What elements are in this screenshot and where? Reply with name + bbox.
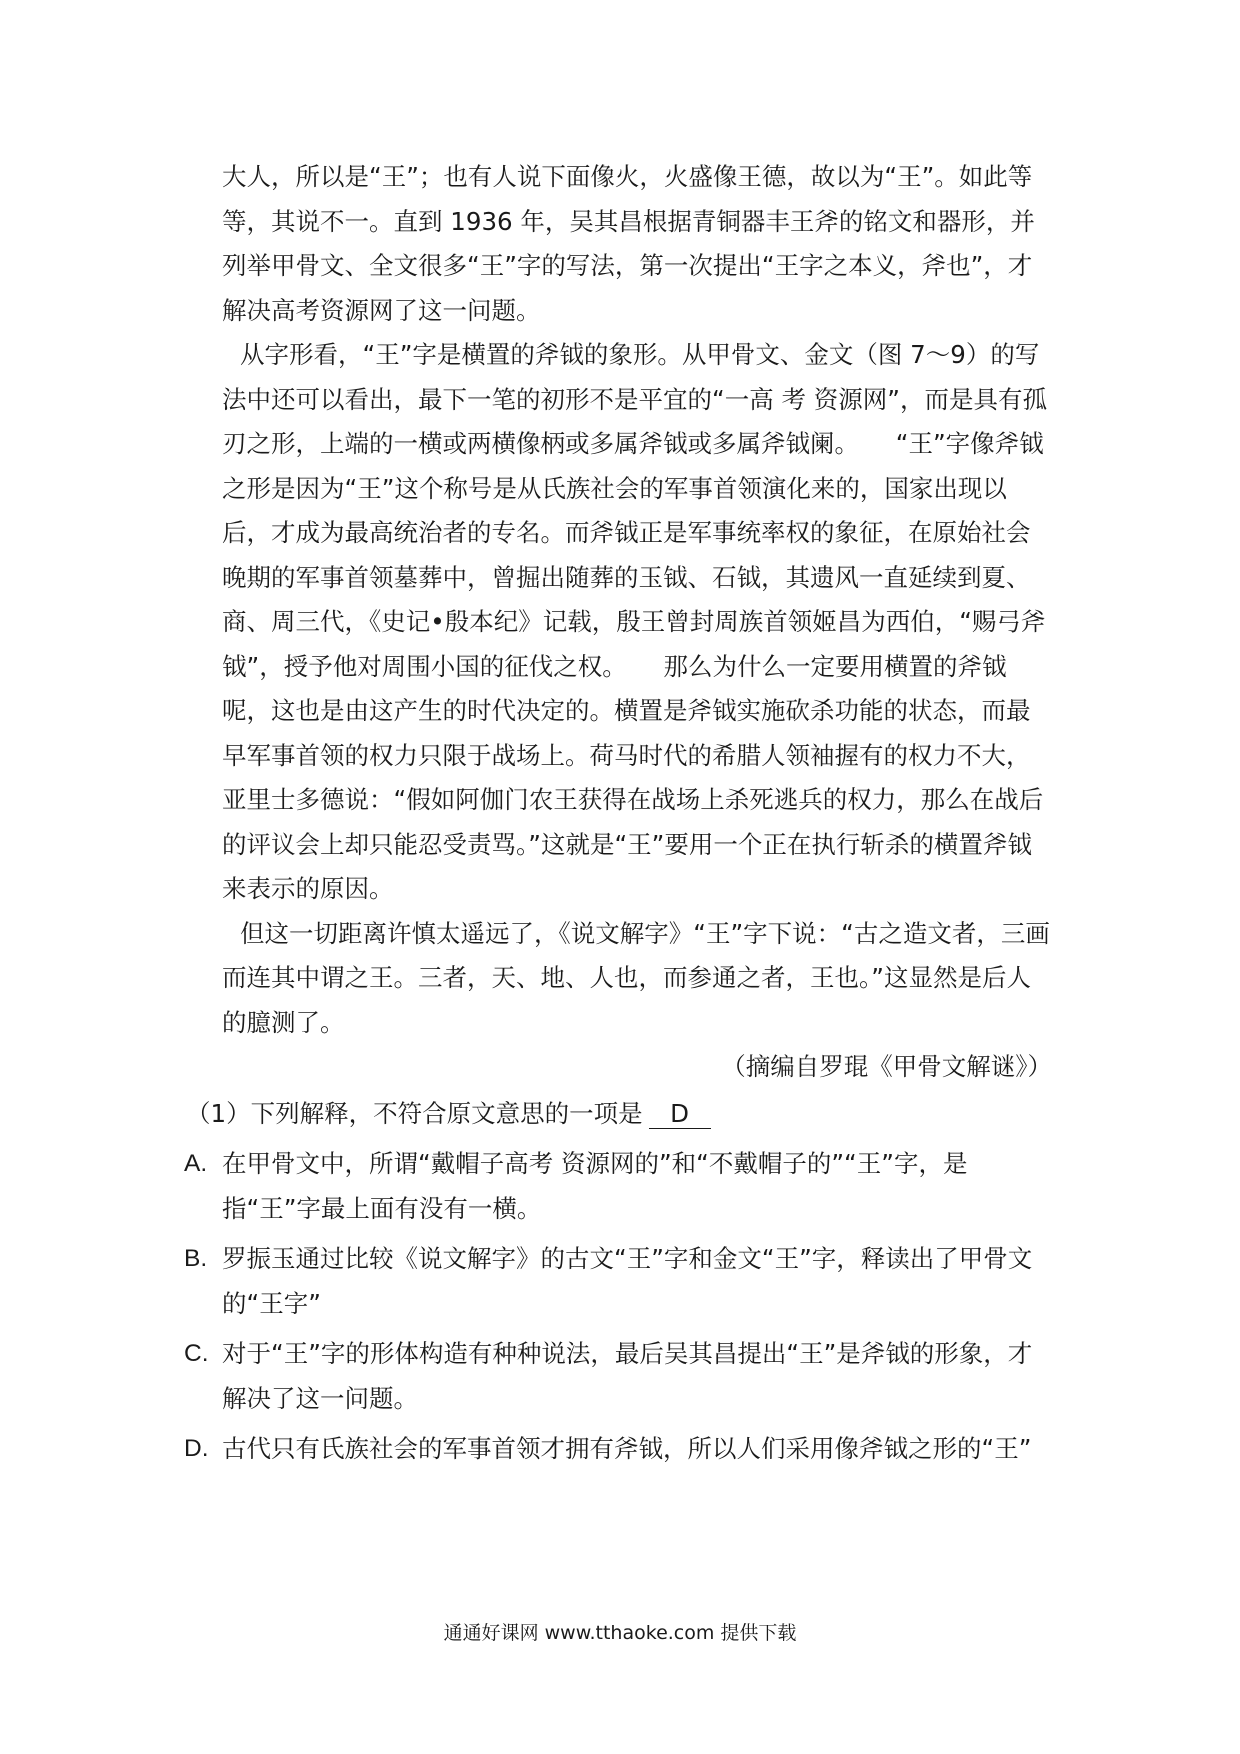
question-prompt: （1）下列解释，不符合原文意思的一项是	[186, 1098, 643, 1128]
source-citation: （摘编自罗琨《甲骨文解谜》）	[721, 1052, 1052, 1081]
answer-blank: D	[649, 1100, 711, 1129]
option-b	[184, 1237, 1052, 1326]
option-letter: A.	[184, 1150, 208, 1177]
option-text: 在甲骨文中，所谓“戴帽子高考 资源网的”和“不戴帽子的”“王”字，是指“王”字最上面有没有一横。	[222, 1149, 968, 1223]
paragraph-2: 从字形看，“王”字是横置的斧钺的象形。从甲骨文、金文（图 7～9）的写法中还可以看出，最下一笔的初形不是平宜的“一高 考 资源网”，而是具有孤刃之形，上端的一横或两横像柄或多属斧钺或多属斧钺阑。 “王”字像斧钺之形是因为“王”这个称号是从氏族社会的军事首领演化来的，国家出现以后，才成为最高统治者的专名。而斧钺正是军事统率权的象征，在原始社会晚期的军事首领墓葬中，曾掘出随葬的玉钺、石钺，其遗风一直延续到夏、商、周三代，《史记•殷本纪》记载，殷王曾封周族首领姬昌为西伯，“赐弓斧钺”，授予他对周围小国的征伐之权。 那么为什么一定要用横置的斧钺呢，这也是由这产生的时代决定的。横置是斧钺实施砍杀功能的状态，而最早军事首领的权力只限于战场上。荷马时代的希腊人领袖握有的权力不大，亚里士多德说：“假如阿伽门农王获得在战场上杀死逃兵的权力，那么在战后的评议会上却只能忍受责骂。”这就是“王”要用一个正在执行斩杀的横置斧钺来表示的原因。	[222, 340, 1047, 903]
option-letter: C.	[184, 1340, 209, 1367]
option-text: 对于“王”字的形体构造有种种说法，最后吴其昌提出“王”是斧钺的形象，才解决了这一问题。	[222, 1339, 1033, 1413]
paragraph-3: 但这一切距离许慎太遥远了，《说文解字》“王”字下说：“古之造文者，三画而连其中谓之王。三者，天、地、人也，而参通之者，王也。”这显然是后人的臆测了。	[222, 918, 1050, 1037]
page-footer: 通通好课网 www.tthaoke.com 提供下载	[443, 1622, 797, 1644]
option-letter: D.	[184, 1435, 209, 1462]
option-d	[184, 1427, 1052, 1472]
option-text: 古代只有氏族社会的军事首领才拥有斧钺，所以人们采用像斧钺之形的“王”	[222, 1434, 1032, 1463]
option-c	[184, 1332, 1052, 1421]
option-letter: B.	[184, 1245, 208, 1272]
question-1	[186, 1092, 1052, 1137]
option-a	[184, 1142, 1052, 1231]
article-body	[184, 155, 1052, 1472]
option-text: 罗振玉通过比较《说文解字》的古文“王”字和金文“王”字，释读出了甲骨文的“王字”	[222, 1244, 1033, 1318]
paragraph-1: 大人，所以是“王”；也有人说下面像火，火盛像王德，故以为“王”。如此等等，其说不一。直到 1936 年，吴其昌根据青铜器丰王斧的铭文和器形，并列举甲骨文、全文很多“王”字的写法，第一次提出“王字之本义，斧也”，才解决高考资源网了这一问题。	[222, 162, 1035, 325]
